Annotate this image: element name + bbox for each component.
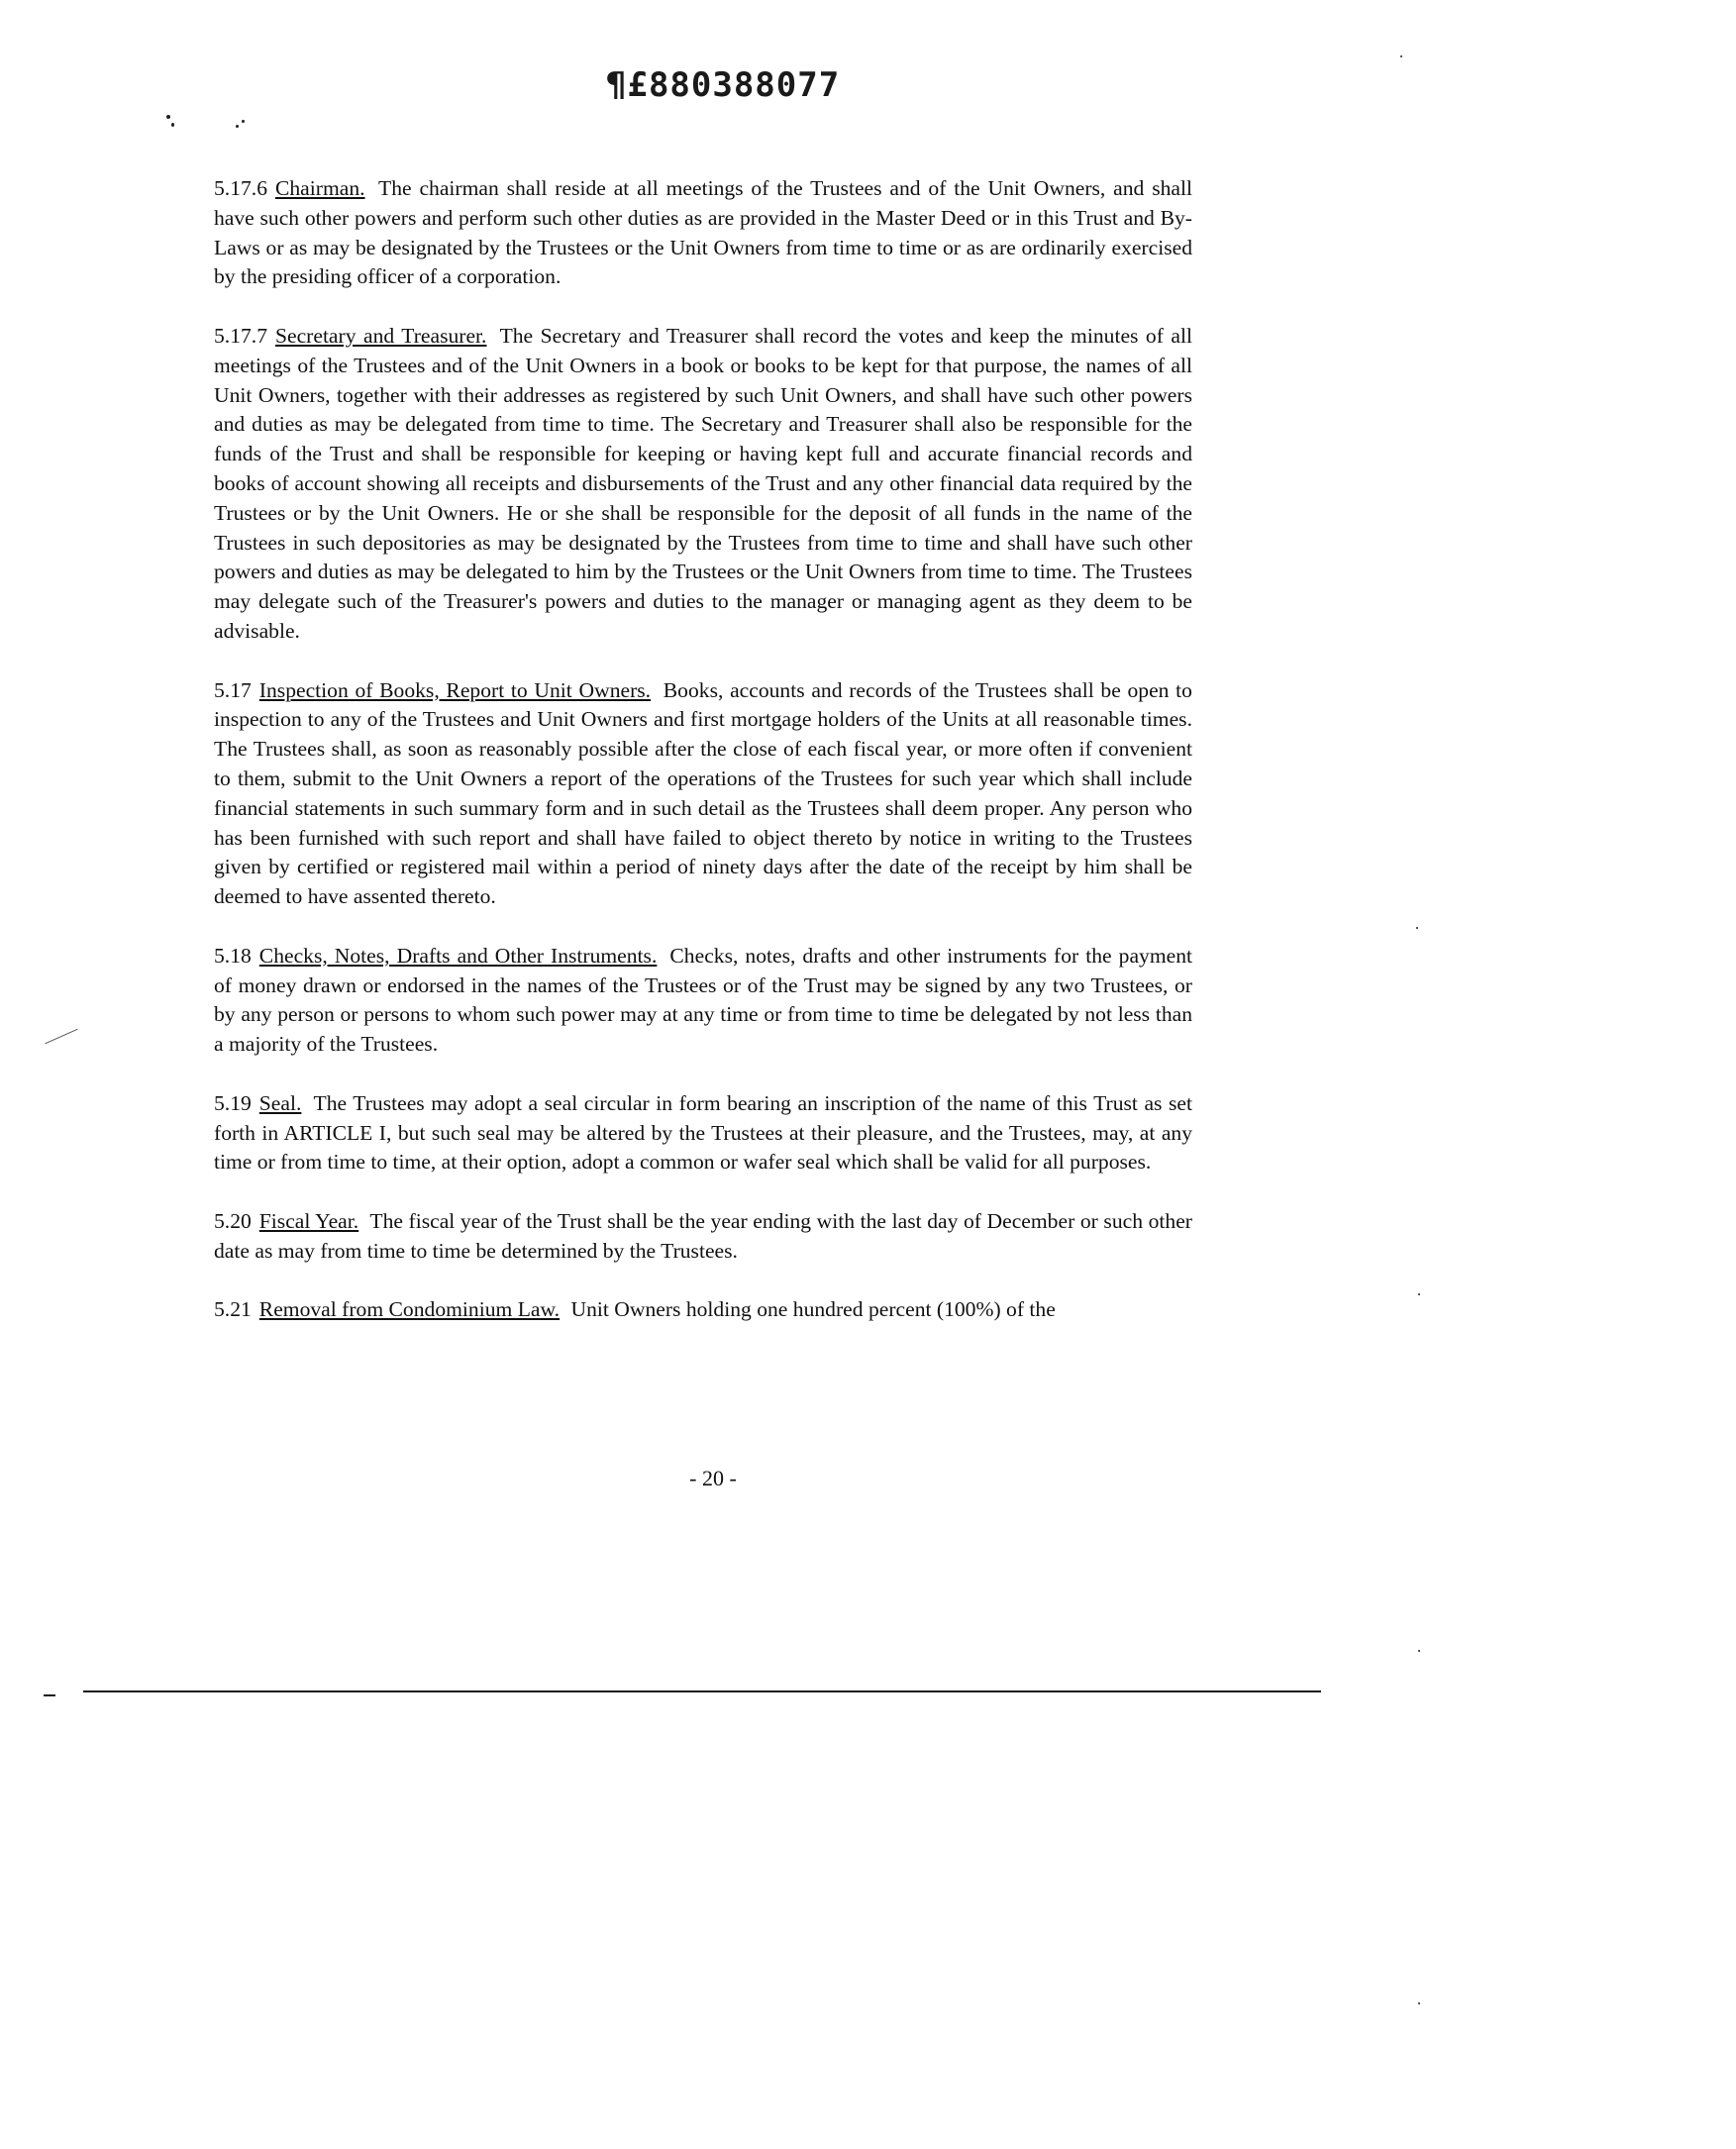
section-number: 5.17 (214, 677, 252, 702)
section-heading: Removal from Condominium Law. (258, 1297, 561, 1322)
footer-rule-tick (44, 1694, 55, 1696)
section-5-18 (214, 942, 1192, 1060)
section-heading: Checks, Notes, Drafts and Other Instruments. (258, 943, 658, 968)
section-heading: Secretary and Treasurer. (274, 323, 487, 348)
page-number: - 20 - (689, 1466, 737, 1490)
footer-rule (83, 1690, 1321, 1692)
section-text: The fiscal year of the Trust shall be the year ending with the last day of December or such other date as may from time to time be determined by the Trustees. (214, 1208, 1192, 1263)
section-number: 5.18 (214, 943, 252, 968)
section-5-19 (214, 1089, 1192, 1177)
document-body (214, 174, 1192, 1355)
scan-speck (1418, 2002, 1420, 2004)
section-5-21 (214, 1295, 1192, 1325)
section-text: The Trustees may adopt a seal circular in form bearing an inscription of the name of this Trust as set forth in ARTICLE I, but such seal may be altered by the Trustees at their pleasure, and the Trustees, may, at any time or from time to time, at their option, adopt a common or wafer seal which shall be valid for all purposes. (214, 1090, 1192, 1175)
scan-speck (242, 120, 245, 123)
section-number: 5.21 (214, 1297, 252, 1322)
scan-speck (1418, 1650, 1420, 1652)
recording-stamp: ¶£880388077 (606, 65, 841, 105)
section-5-20 (214, 1207, 1192, 1267)
scan-speck (166, 115, 170, 119)
scan-speck (1418, 1293, 1420, 1295)
section-number: 5.17.7 (214, 323, 267, 348)
scan-speck (171, 123, 174, 127)
section-text: The chairman shall reside at all meetings of the Trustees and of the Unit Owners, and shall have such other powers and perform such other duties as are provided in the Master Deed or in this Trust and By-Laws or as may be designated by the Trustees or the Unit Owners from time to time or as are ordinarily exercised by the presiding officer of a corporation. (214, 176, 1192, 289)
scan-speck (236, 125, 239, 128)
section-number: 5.19 (214, 1090, 252, 1115)
section-heading: Fiscal Year. (258, 1208, 359, 1233)
section-number: 5.20 (214, 1208, 252, 1233)
section-heading: Inspection of Books, Report to Unit Owners. (258, 677, 652, 702)
section-heading: Seal. (258, 1090, 302, 1115)
section-text: Unit Owners holding one hundred percent (100%) of the (570, 1297, 1056, 1322)
section-heading: Chairman. (274, 176, 365, 200)
margin-mark (45, 1029, 77, 1045)
section-text: The Secretary and Treasurer shall record the votes and keep the minutes of all meetings of the Trustees and of the Unit Owners in a book or books to be kept for that purpose, the names of all Unit Owners, together with their addresses as registered by such Unit Owners, and shall have such other powers and duties as may be delegated from time to time. The Secretary and Treasurer shall also be responsible for the funds of the Trust and shall be responsible for keeping or having kept full and accurate financial records and books of account showing all receipts and disbursements of the Trust and any other financial data required by the Trustees or by the Unit Owners. He or she shall be responsible for the deposit of all funds in the name of the Trustees in such depositories as may be designated by the Trustees from time to time and shall have such other powers and duties as may be delegated to him by the Trustees or the Unit Owners from time to time. The Trustees may delegate such of the Treasurer's powers and duties to the manager or managing agent as they deem to be advisable. (214, 323, 1192, 643)
section-5-17-7 (214, 322, 1192, 647)
section-number: 5.17.6 (214, 176, 267, 200)
section-5-17-inspection (214, 676, 1192, 912)
section-5-17-6 (214, 174, 1192, 292)
section-text: Books, accounts and records of the Trustees shall be open to inspection to any of the Trustees and Unit Owners and first mortgage holders of the Units at all reasonable times. The Trustees shall, as soon as reasonably possible after the close of each fiscal year, or more often if convenient to them, submit to the Unit Owners a report of the operations of the Trustees for such year which shall include financial statements in such summary form and in such detail as the Trustees shall deem proper. Any person who has been furnished with such report and shall have failed to object thereto by notice in writing to the Trustees given by certified or registered mail within a period of ninety days after the date of the receipt by him shall be deemed to have assented thereto. (214, 677, 1192, 909)
scan-speck (1400, 55, 1402, 57)
section-text: Checks, notes, drafts and other instruments for the payment of money drawn or endorsed in the names of the Trustees or of the Trust may be signed by any two Trustees, or by any person or persons to whom such power may at any time or from time to time be delegated by not less than a majority of the Trustees. (214, 943, 1192, 1057)
scan-speck (1416, 927, 1418, 929)
